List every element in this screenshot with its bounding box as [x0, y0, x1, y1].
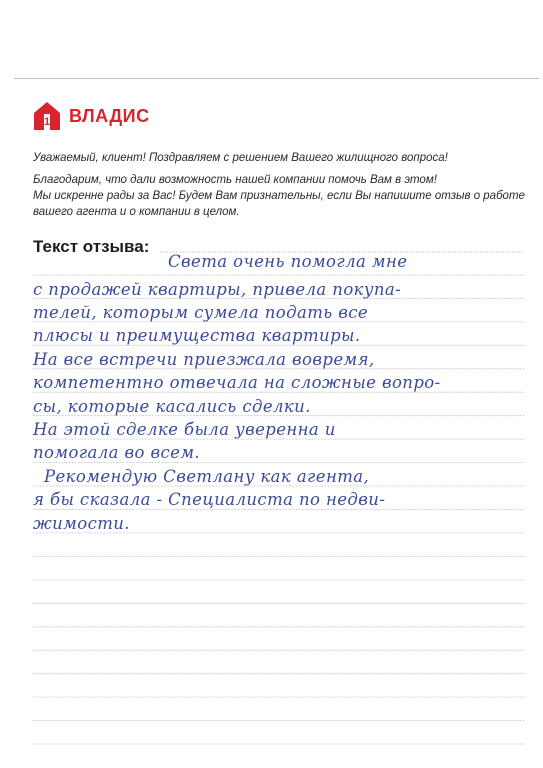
handwriting-line: На все встречи приезжала вовремя,: [33, 350, 375, 369]
review-label: Текст отзыва:: [33, 237, 150, 256]
brand-name: ВЛАДИС: [69, 105, 150, 126]
thanks-line: вашего агента и о компании в целом.: [33, 206, 240, 218]
thanks-line: Благодарим, что дали возможность нашей компании помочь Вам в этом!: [33, 174, 437, 186]
handwriting-line: жимости.: [33, 514, 130, 533]
handwriting-line: сы, которые касались сделки.: [33, 397, 311, 416]
logo-digit: 1: [43, 116, 51, 128]
handwriting-line: с продажей квартиры, привела покупа-: [33, 280, 402, 299]
thanks-line: Мы искренне рады за Вас! Будем Вам признательны, если Вы напишите отзыв о работе: [33, 190, 525, 202]
greeting-text: Уважаемый, клиент! Поздравляем с решением Вашего жилищного вопроса!: [33, 152, 448, 164]
handwriting-line: я бы сказала - Специалиста по недви-: [33, 490, 386, 509]
handwriting-line: компетентно отвечала на сложные вопро-: [33, 373, 441, 392]
handwriting-line: плюсы и преимущества квартиры.: [33, 326, 361, 345]
handwriting-line: На этой сделке была уверенна и: [33, 420, 336, 439]
handwriting-line: телей, которым сумела подать все: [33, 303, 369, 322]
handwriting-line: Света очень помогла мне: [168, 252, 408, 271]
handwriting-line: помогала во всем.: [33, 443, 201, 462]
handwriting-line: Рекомендую Светлану как агента,: [44, 467, 370, 486]
